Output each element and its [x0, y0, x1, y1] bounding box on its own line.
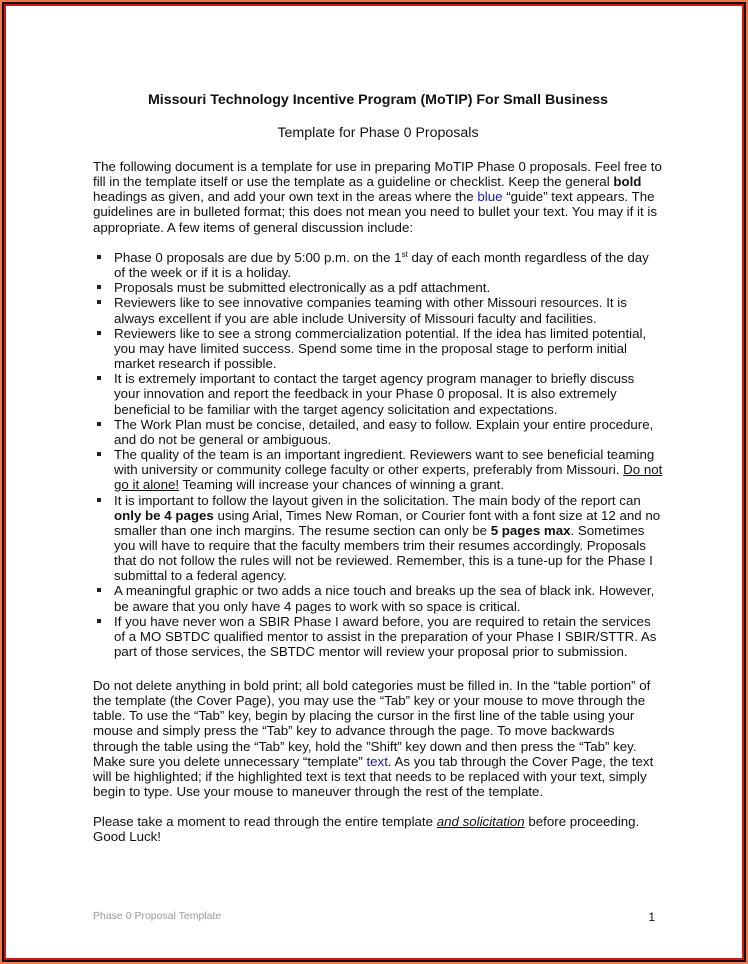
footer-title: Phase 0 Proposal Template [93, 910, 222, 922]
bullet-text: Proposals must be submitted electronically as a pdf attachment. [114, 280, 491, 296]
bullet-text: Reviewers like to see a strong commercialization potential. If the idea has limited potential, you may have limited success. Spend some time in the proposal stage to perform initial market research if possible. [114, 325, 647, 372]
bullet-text: The Work Plan must be concise, detailed, and easy to follow. Explain your entire procedure, and do not be general or ambiguous. [114, 416, 654, 447]
bullet-text: It is extremely important to contact the target agency program manager to briefly discuss your innovation and report the feedback in your Phase 0 proposal. It is also extremely beneficial to be familiar with the target agency solicitation and expectations. [114, 371, 635, 417]
square-bullet-icon [97, 285, 101, 289]
document-title: Missouri Technology Incentive Program (MoTIP) For Small Business [147, 92, 609, 108]
square-bullet-icon [97, 422, 101, 426]
square-bullet-icon [97, 619, 101, 623]
underlined-emphasis: Do not go it alone! [114, 462, 663, 493]
bullet-text: day of each month regardless of the day of the week or if it is a holiday. [114, 250, 649, 281]
square-bullet-icon [97, 452, 101, 456]
bullet-text: The quality of the team is an important ingredient. Reviewers want to see beneficial teaming with university or community college faculty or other experts, preferably from Missouri. [114, 447, 655, 478]
closing-text-1: Please take a moment to read through the entire template [93, 814, 437, 829]
page-number: 1 [648, 910, 655, 924]
list-item [93, 250, 663, 280]
intro-text-2: headings as given, and add your own text in the areas where the [93, 189, 478, 205]
bold-emphasis: 5 pages max [490, 522, 571, 538]
ordinal-superscript: st [401, 250, 408, 259]
instructions-text-2: . As you tab through the Cover Page, the text will be highlighted; if the highlighted text is text that needs to be replaced with your text, simply begin to type. Use your mouse to maneuver through the rest of the template. [93, 753, 654, 800]
intro-paragraph [93, 159, 663, 235]
list-item [93, 295, 663, 325]
square-bullet-icon [97, 255, 101, 259]
intro-bold-word: bold [613, 174, 642, 190]
document-subtitle: Template for Phase 0 Proposals [277, 125, 479, 141]
bullet-text: . Sometimes you will have to require that the faculty members trim their resumes accordingly. Proposals that do not follow the rules will not be reviewed. Remember, this is a tune-up for the Phase I submittal to a federal agency. [114, 522, 653, 584]
closing-text-2: before proceeding. Good Luck! [93, 814, 640, 845]
guidelines-list [93, 250, 663, 659]
bullet-text: Reviewers like to see innovative companies teaming with other Missouri resources. It is always excellent if you are able include University of Missouri faculty and facilities. [114, 295, 627, 326]
list-item [93, 326, 663, 371]
list-item [93, 493, 663, 584]
list-item [93, 417, 663, 447]
instructions-paragraph [93, 678, 663, 799]
bullet-text: If you have never won a SBIR Phase I award before, you are required to retain the services of a MO SBTDC qualified mentor to assist in the preparation of your Phase I SBIR/STTR. As part of those services, the SBTDC mentor will review your proposal prior to submission. [114, 613, 657, 660]
instructions-blue-word: text [366, 753, 388, 769]
frame-black-border [2, 2, 746, 962]
list-item [93, 371, 663, 416]
square-bullet-icon [97, 376, 101, 380]
italic-underlined-emphasis: and solicitation [436, 814, 525, 829]
intro-text-1: The following document is a template for use in preparing MoTIP Phase 0 proposals. Feel free to fill in the template itself or use the template as a guideline or checklist. Keep the general [93, 159, 662, 190]
instructions-text-1: Do not delete anything in bold print; all bold categories must be filled in. In the “table portion” of the template (the Cover Page), you may use the “Tab” key or your mouse to move through the table. To use the “Tab” key, begin by placing the cursor in the first line of the table using your mouse and simply press the “Tab” key to advance through the page. To move backwards through the table using the “Tab” key, hold the ”Shift” key down and then press the “Tab” key. Make sure you delete unnecessary “template” [93, 678, 651, 769]
list-item [93, 583, 663, 613]
bullet-text: using Arial, Times New Roman, or Courier font with a font size at 12 and no smaller than one inch margins. The resume section can only be [114, 507, 661, 538]
bold-emphasis: only be 4 pages [114, 507, 214, 523]
bullet-text: A meaningful graphic or two adds a nice touch and breaks up the sea of black ink. However, be aware that you only have 4 pages to work with so space is critical. [114, 583, 655, 614]
bullet-text: It is important to follow the layout given in the solicitation. The main body of the report can [114, 492, 641, 508]
square-bullet-icon [97, 588, 101, 592]
square-bullet-icon [97, 331, 101, 335]
frame-red-border [4, 4, 744, 960]
document-page [6, 6, 742, 958]
intro-blue-word: blue [477, 189, 503, 205]
bullet-text: Teaming will increase your chances of winning a grant. [179, 477, 505, 493]
square-bullet-icon [97, 498, 101, 502]
list-item [93, 447, 663, 492]
intro-text-3: “guide” text appears. The guidelines are in bulleted format; this does not mean you need to bullet your text. You may if it is appropriate. A few items of general discussion include: [93, 189, 657, 235]
square-bullet-icon [97, 300, 101, 304]
list-item [93, 614, 663, 659]
bullet-text: Phase 0 proposals are due by 5:00 p.m. on the 1 [114, 250, 402, 265]
list-item [93, 280, 663, 295]
closing-paragraph [93, 814, 663, 844]
